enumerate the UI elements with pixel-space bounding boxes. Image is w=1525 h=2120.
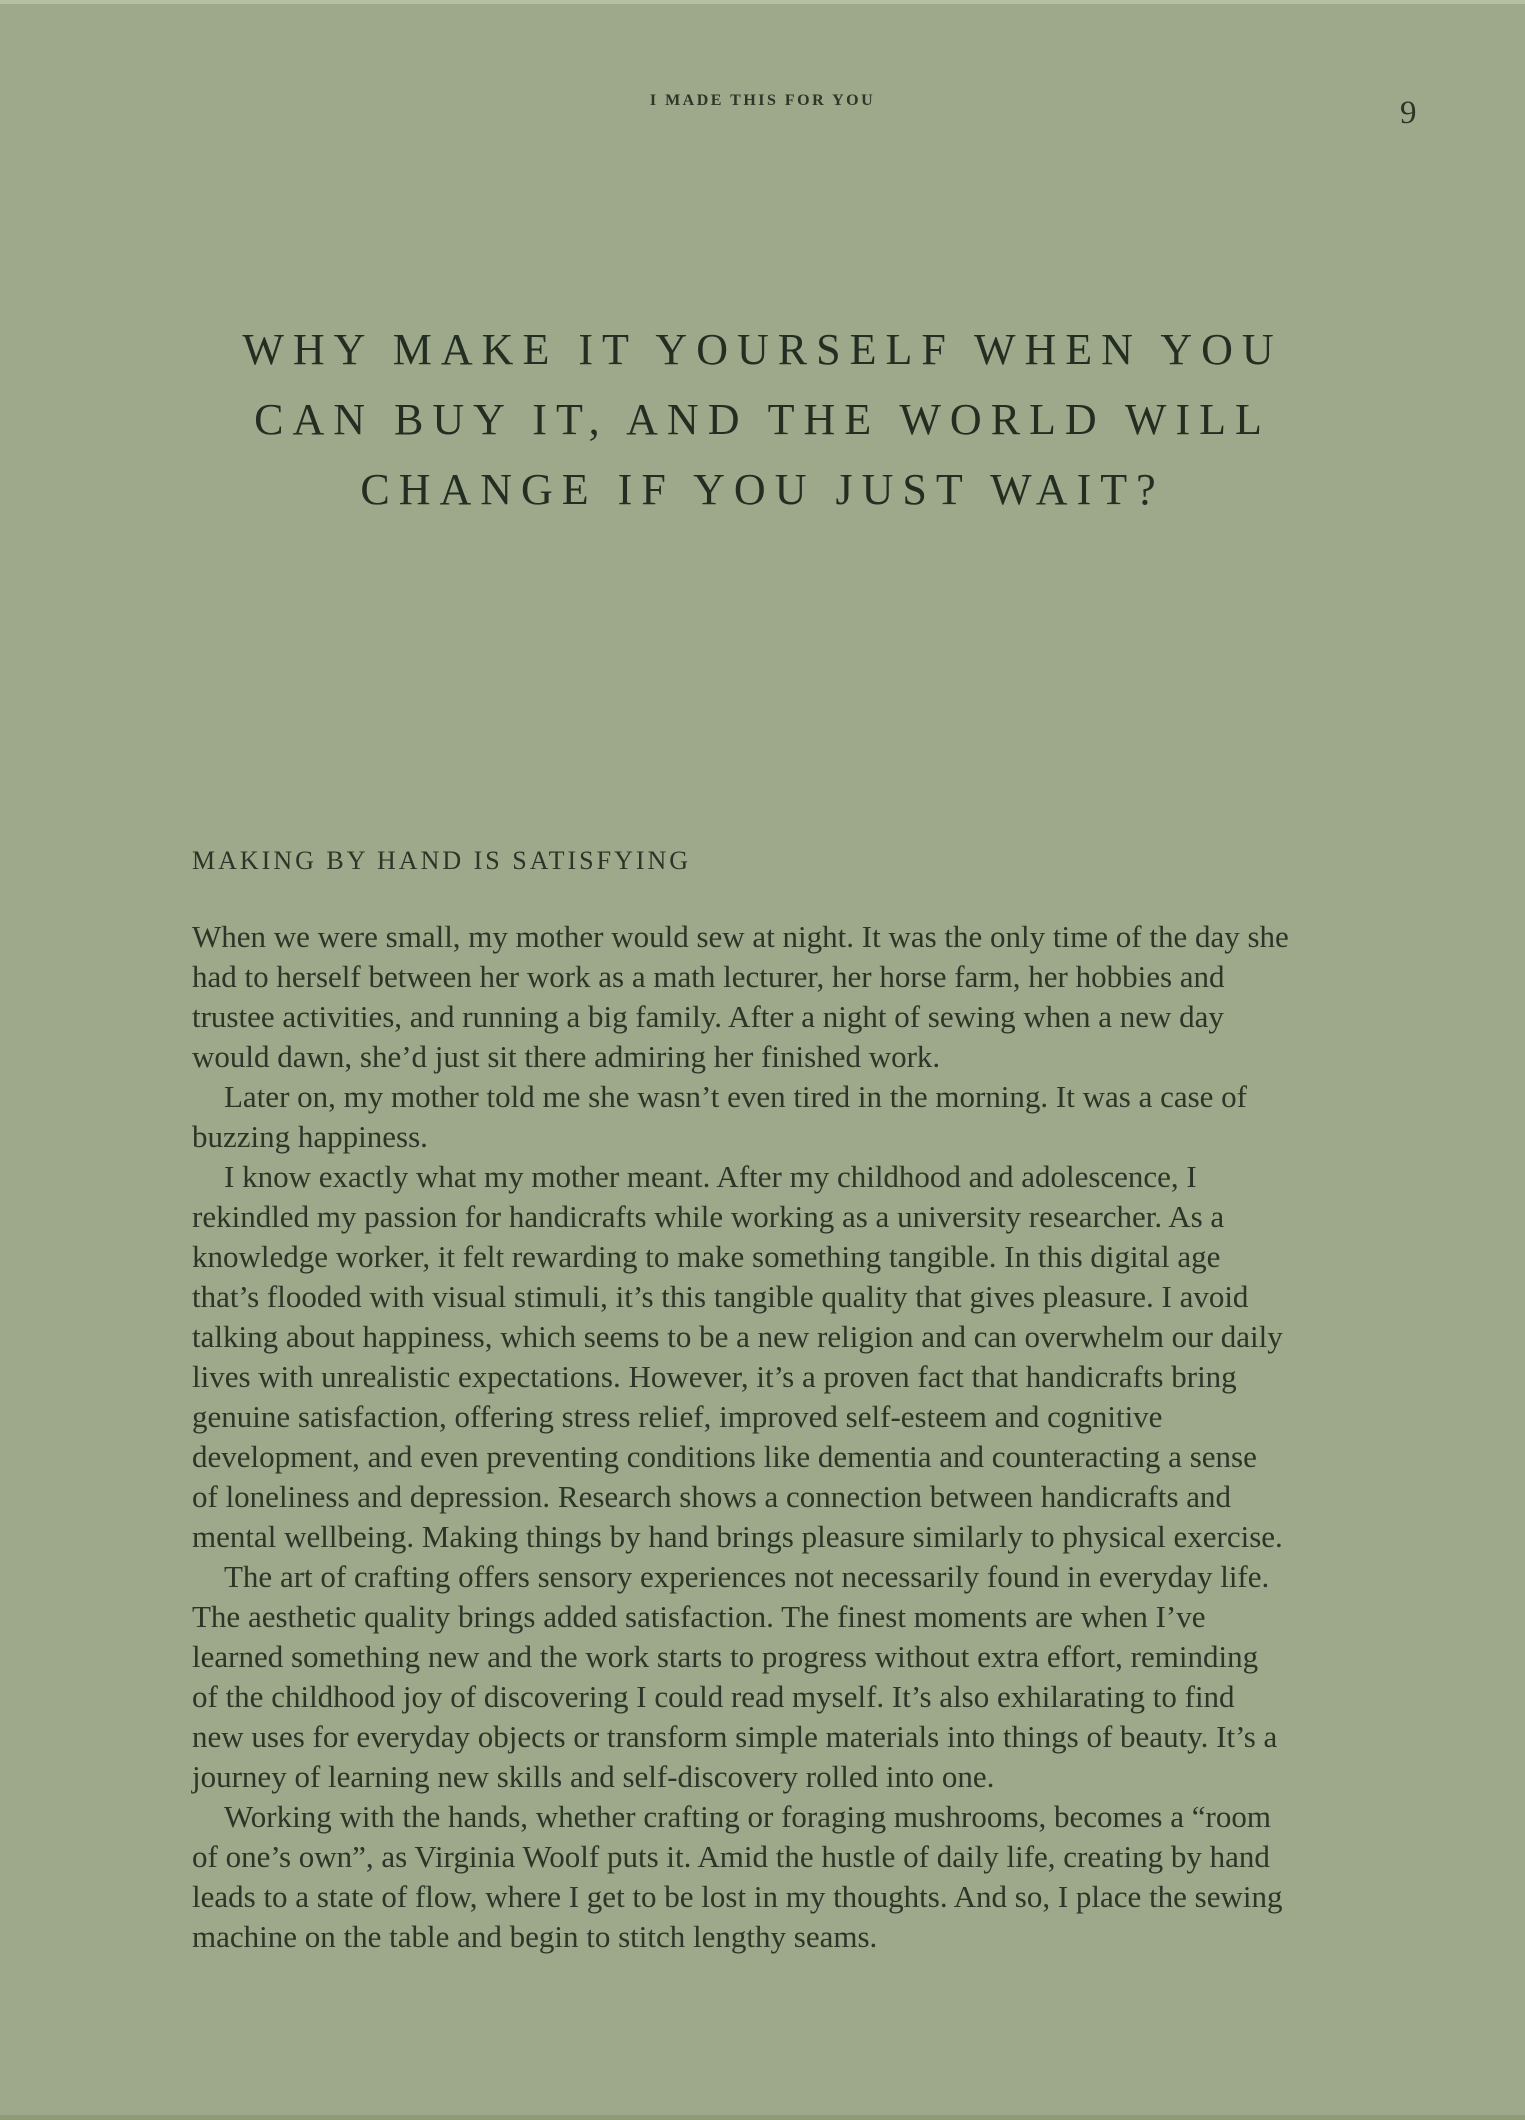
paragraph: When we were small, my mother would sew at night. It was the only time of the day she had to herself between her work as a math lecturer, her horse farm, her hobbies and trustee activities, and running a big family. After a night of sewing when a new day would dawn, she’d just sit there admiring her finished work. xyxy=(192,919,1289,1074)
chapter-title-line-3: CHANGE IF YOU JUST WAIT? xyxy=(360,465,1165,514)
chapter-title xyxy=(0,315,1525,525)
section-heading: MAKING BY HAND IS SATISFYING xyxy=(192,846,692,875)
running-header: I MADE THIS FOR YOU xyxy=(649,92,876,109)
page-top-edge xyxy=(0,0,1525,4)
paragraph: Later on, my mother told me she wasn’t even tired in the morning. It was a case of buzzing happiness. xyxy=(192,1079,1247,1154)
page-bottom-edge xyxy=(0,2115,1525,2120)
body-text xyxy=(192,917,1290,1957)
chapter-title-line-1: WHY MAKE IT YOURSELF WHEN YOU xyxy=(242,325,1283,374)
paragraph: The art of crafting offers sensory experiences not necessarily found in everyday life. The aesthetic quality brings added satisfaction. The finest moments are when I’ve learned something new and the work starts to progress without extra effort, reminding of the childhood joy of discovering I could read myself. It’s also exhilarating to find new uses for everyday objects or transform simple materials into things of beauty. It’s a journey of learning new skills and self-discovery rolled into one. xyxy=(192,1559,1278,1794)
paragraph: I know exactly what my mother meant. After my childhood and adolescence, I rekindled my passion for handicrafts while working as a university researcher. As a knowledge worker, it felt rewarding to make something tangible. In this digital age that’s flooded with visual stimuli, it’s this tangible quality that gives pleasure. I avoid talking about happiness, which seems to be a new religion and can overwhelm our daily lives with unrealistic expectations. However, it’s a proven fact that handicrafts bring genuine satisfaction, offering stress relief, improved self-esteem and cognitive development, and even preventing conditions like dementia and counteracting a sense of loneliness and depression. Research shows a connection between handicrafts and mental wellbeing. Making things by hand brings pleasure similarly to physical exercise. xyxy=(192,1159,1283,1554)
chapter-title-line-2: CAN BUY IT, AND THE WORLD WILL xyxy=(254,395,1271,444)
paragraph: Working with the hands, whether crafting or foraging mushrooms, becomes a “room of one’s own”, as Virginia Woolf puts it. Amid the hustle of daily life, creating by hand leads to a state of flow, where I get to be lost in my thoughts. And so, I place the sewing machine on the table and begin to stitch lengthy seams. xyxy=(192,1799,1283,1954)
page-number: 9 xyxy=(1400,95,1417,131)
